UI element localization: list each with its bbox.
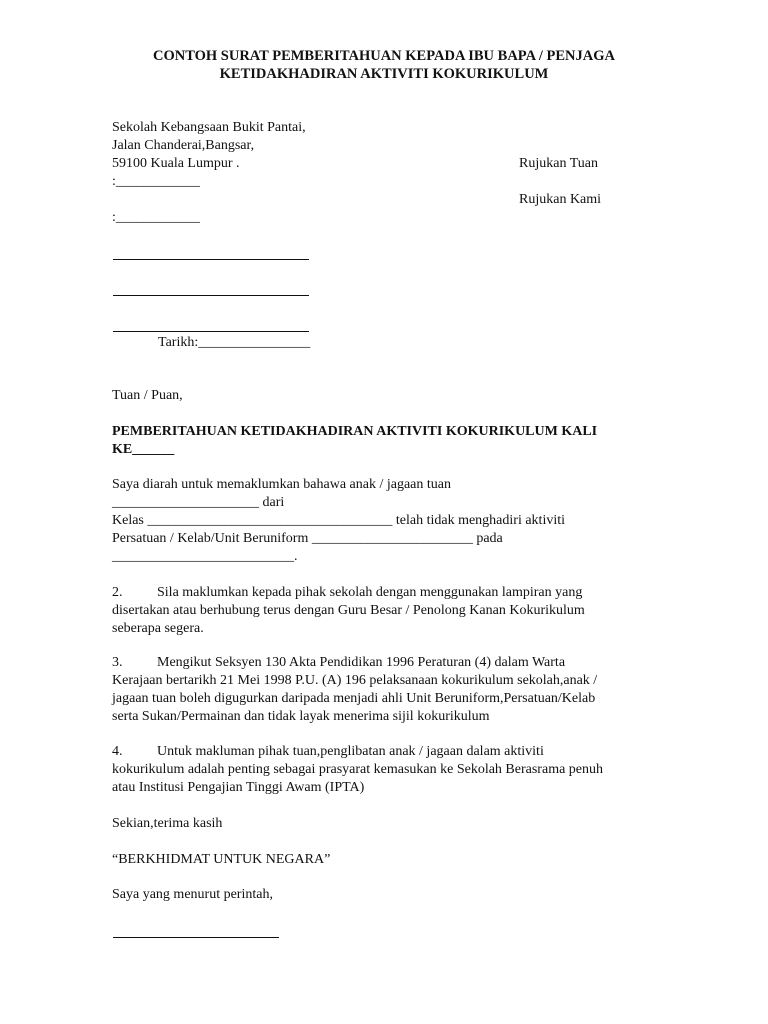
paragraph-line: Kerajaan bertarikh 21 Mei 1998 P.U. (A) 196 pelaksanaan kokurikulum sekolah,anak / bbox=[112, 673, 598, 688]
paragraph-2 bbox=[112, 584, 652, 638]
paragraph-4 bbox=[112, 743, 652, 797]
reference-kami-label: Rujukan Kami bbox=[519, 192, 602, 207]
paragraph-number: 4. bbox=[112, 744, 123, 759]
signature-line bbox=[113, 937, 279, 938]
paragraph-line: kokurikulum adalah penting sebagai prasyarat kemasukan ke Sekolah Berasrama penuh bbox=[112, 762, 604, 777]
address-line2: Jalan Chanderai,Bangsar, bbox=[112, 138, 255, 153]
paragraph-line: disertakan atau berhubung terus dengan Guru Besar / Penolong Kanan Kokurikulum bbox=[112, 603, 585, 618]
reference-tuan-field: :____________ bbox=[112, 174, 200, 189]
paragraph-line: jagaan tuan boleh digugurkan daripada menjadi ahli Unit Beruniform,Persatuan/Kelab bbox=[112, 691, 596, 706]
paragraph-line: Sila maklumkan kepada pihak sekolah dengan menggunakan lampiran yang bbox=[157, 585, 583, 600]
paragraph-number: 2. bbox=[112, 585, 123, 600]
reference-tuan-label: Rujukan Tuan bbox=[519, 156, 598, 171]
address-line1: Sekolah Kebangsaan Bukit Pantai, bbox=[112, 120, 306, 135]
intro-line4: Persatuan / Kelab/Unit Beruniform _______________________ pada bbox=[112, 531, 503, 546]
paragraph-line: Mengikut Seksyen 130 Akta Pendidikan 1996 Peraturan (4) dalam Warta bbox=[157, 655, 566, 670]
address-line3: 59100 Kuala Lumpur . bbox=[112, 156, 240, 171]
paragraph-line: seberapa segera. bbox=[112, 621, 204, 636]
date-field: Tarikh:________________ bbox=[158, 335, 311, 350]
subject-line1: PEMBERITAHUAN KETIDAKHADIRAN AKTIVITI KOKURIKULUM KALI bbox=[112, 424, 598, 439]
reference-kami-field: :____________ bbox=[112, 210, 200, 225]
intro-line3: Kelas ___________________________________ telah tidak menghadiri aktiviti bbox=[112, 513, 565, 528]
sign-off-text: Saya yang menurut perintah, bbox=[112, 887, 273, 902]
paragraph-number: 3. bbox=[112, 655, 123, 670]
intro-line5: __________________________. bbox=[112, 549, 298, 564]
letter-title-line2: KETIDAKHADIRAN AKTIVITI KOKURIKULUM bbox=[219, 66, 549, 82]
paragraph-line: atau Institusi Pengajian Tinggi Awam (IPTA) bbox=[112, 780, 365, 795]
paragraph-3 bbox=[112, 654, 652, 726]
recipient-line-1 bbox=[113, 259, 309, 260]
recipient-line-2 bbox=[113, 295, 309, 296]
paragraph-line: Untuk makluman pihak tuan,penglibatan anak / jagaan dalam aktiviti bbox=[157, 744, 544, 759]
recipient-line-3 bbox=[113, 331, 309, 332]
salutation: Tuan / Puan, bbox=[112, 388, 183, 403]
closing-text: Sekian,terima kasih bbox=[112, 816, 223, 831]
letter-title-line1: CONTOH SURAT PEMBERITAHUAN KEPADA IBU BAPA / PENJAGA bbox=[152, 48, 616, 64]
motto-text: “BERKHIDMAT UNTUK NEGARA” bbox=[112, 852, 331, 867]
paragraph-line: serta Sukan/Permainan dan tidak layak menerima sijil kokurikulum bbox=[112, 709, 490, 724]
intro-line1: Saya diarah untuk memaklumkan bahawa anak / jagaan tuan bbox=[112, 477, 451, 492]
subject-line2: KE______ bbox=[112, 442, 175, 457]
intro-line2: _____________________ dari bbox=[112, 495, 285, 510]
